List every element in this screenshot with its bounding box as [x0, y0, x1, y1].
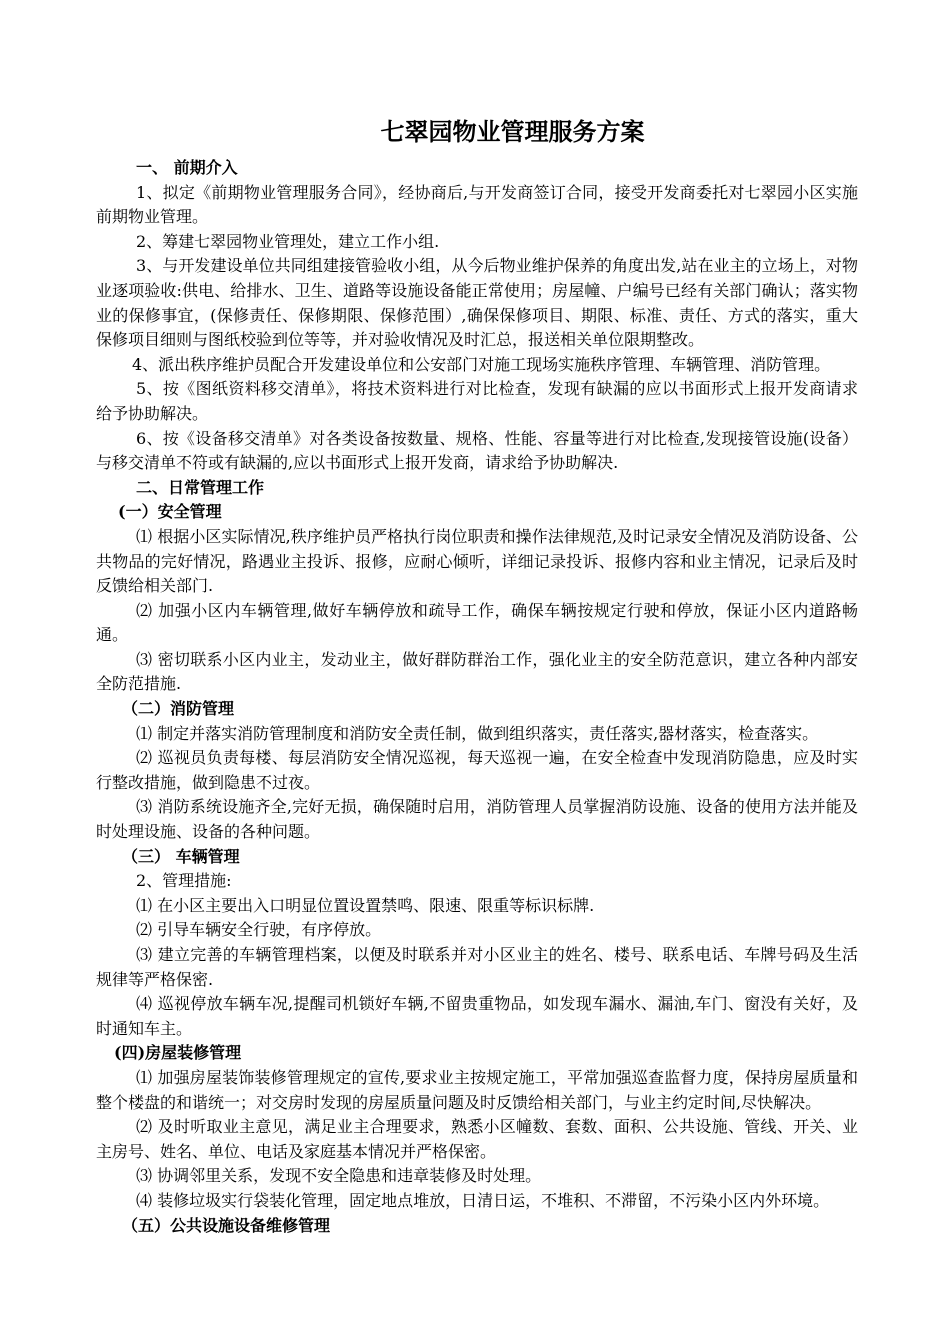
body-paragraph: ⑵ 巡视员负责每楼、每层消防安全情况巡视，每天巡视一遍，在安全检查中发现消防隐患，应及时实行整改措施，做到隐患不过夜。 [96, 748, 858, 792]
body-paragraph: ⑶ 消防系统设施齐全,完好无损，确保随时启用，消防管理人员掌握消防设施、设备的使用方法并能及时处理设施、设备的各种问题。 [96, 797, 858, 842]
document-title: 七翠园物业管理服务方案 [380, 117, 645, 146]
body-paragraph: 6、按《设备移交清单》对各类设备按数量、规格、性能、容量等进行对比检查,发现接管设施(设备）与移交清单不符或有缺漏的,应以书面形式上报开发商，请求给予协助解决. [96, 428, 858, 473]
section-heading: (四)房屋装修管理 [114, 1043, 242, 1063]
section-heading: 一、 前期介入 [136, 158, 238, 177]
body-paragraph: ⑴ 在小区主要出入口明显位置设置禁鸣、限速、限重等标识标牌. [136, 895, 595, 915]
document-body [96, 156, 858, 1238]
body-paragraph: ⑷ 巡视停放车辆车况,提醒司机锁好车辆,不留贵重物品，如发现车漏水、漏油,车门、窗没有关好，及时通知车主。 [96, 994, 858, 1038]
section-heading: （五）公共设施设备维修管理 [122, 1215, 331, 1235]
body-paragraph: ⑷ 装修垃圾实行袋装化管理，固定地点堆放，日清日运，不堆积、不滞留，不污染小区内外环境。 [136, 1190, 830, 1210]
body-paragraph: 2、筹建七翠园物业管理处，建立工作小组. [136, 231, 440, 251]
body-paragraph: 2、管理措施: [136, 871, 232, 891]
body-paragraph: ⑶ 密切联系小区内业主，发动业主，做好群防群治工作，强化业主的安全防范意识，建立各种内部安全防范措施. [96, 649, 858, 694]
section-heading: （三） 车辆管理 [122, 846, 240, 866]
section-heading: (一）安全管理 [118, 502, 222, 522]
section-heading: 二、日常管理工作 [136, 477, 265, 497]
body-paragraph: ⑶ 建立完善的车辆管理档案，以便及时联系并对小区业主的姓名、楼号、联系电话、车牌号码及生活规律等严格保密. [96, 945, 858, 989]
body-paragraph: ⑶ 协调邻里关系，发现不安全隐患和违章装修及时处理。 [136, 1166, 542, 1186]
body-paragraph: 1、拟定《前期物业管理服务合同》，经协商后,与开发商签订合同，接受开发商委托对七翠园小区实施前期物业管理。 [96, 182, 858, 227]
body-paragraph: ⑴ 加强房屋装饰装修管理规定的宣传,要求业主按规定施工，平常加强巡查监督力度，保持房屋质量和整个楼盘的和谐统一；对交房时发现的房屋质量问题及时反馈给相关部门，与业主约定时间,尽快解决。 [96, 1067, 858, 1112]
body-paragraph: ⑵ 引导车辆安全行驶，有序停放。 [136, 920, 382, 940]
body-paragraph: ⑵ 加强小区内车辆管理,做好车辆停放和疏导工作，确保车辆按规定行驶和停放，保证小区内道路畅通。 [96, 600, 858, 645]
body-paragraph: ⑴ 制定并落实消防管理制度和消防安全责任制，做到组织落实，责任落实,器材落实，检查落实。 [136, 723, 819, 743]
section-heading: （二）消防管理 [122, 699, 235, 719]
body-paragraph: 4、派出秩序维护员配合开发建设单位和公安部门对施工现场实施秩序管理、车辆管理、消防管理。 [132, 354, 831, 374]
body-paragraph: 3、与开发建设单位共同组建接管验收小组，从今后物业维护保养的角度出发,站在业主的立场上，对物业逐项验收:供电、给排水、卫生、道路等设施设备能正常使用；房屋幢、户编号已经有关部门确认；落实物业的保修事宜，(保修责任、保修期限、保修范围）,确保保修项目、期限、标准、责任、方式的落实，重大保修项目细则与图纸校验到位等等，并对验收情况及时汇总，报送相关单位限期整改。 [96, 256, 858, 350]
body-paragraph: ⑵ 及时听取业主意见，满足业主合理要求，熟悉小区幢数、套数、面积、公共设施、管线、开关、业主房号、姓名、单位、电话及家庭基本情况并严格保密。 [96, 1117, 858, 1161]
body-paragraph: ⑴ 根据小区实际情况,秩序维护员严格执行岗位职责和操作法律规范,及时记录安全情况及消防设备、公共物品的完好情况，路遇业主投诉、报修，应耐心倾听，详细记录投诉、报修内容和业主情况，记录后及时反馈给相关部门. [96, 526, 858, 596]
body-paragraph: 5、按《图纸资料移交清单》，将技术资料进行对比检查，发现有缺漏的应以书面形式上报开发商请求给予协助解决。 [96, 379, 858, 423]
